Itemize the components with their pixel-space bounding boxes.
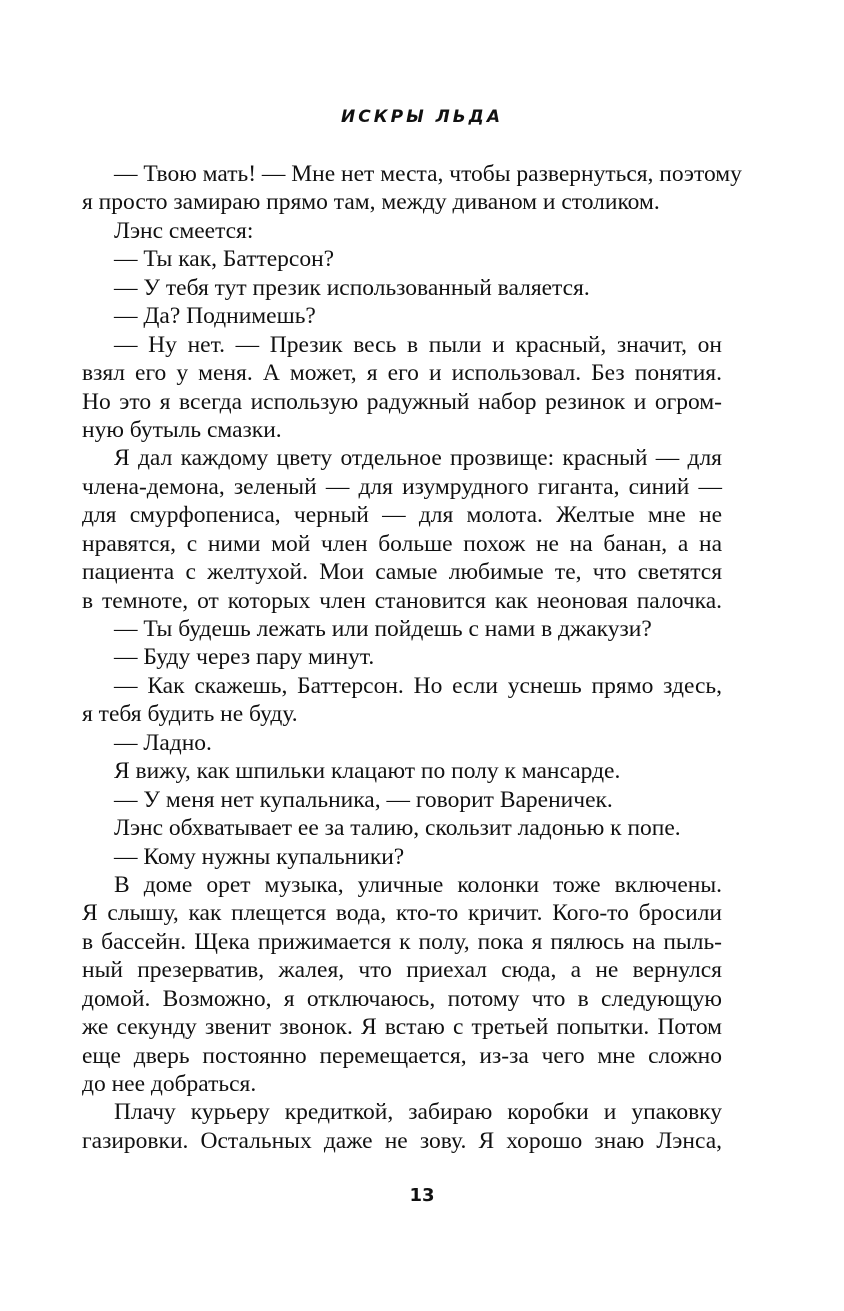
text-line: до нее добраться.	[82, 1071, 257, 1097]
text-line: ную бутыль смазки.	[82, 416, 282, 443]
text-line: же секунду звенит звонок. Я встаю с третьей попытки. Потом	[82, 1014, 722, 1041]
text-line: пациента с желтухой. Мои самые любимые те, что светятся	[82, 559, 722, 586]
text-line: домой. Возможно, я отключаюсь, потому что в следующую	[82, 985, 722, 1012]
text-line: Я дал каждому цвету отдельное прозвище: красный — для	[114, 445, 722, 472]
text-line: — Ты будешь лежать или пойдешь с нами в джакузи?	[114, 616, 652, 642]
text-line: Лэнс смеется:	[114, 217, 254, 244]
text-line: я просто замираю прямо там, между диваном и столиком.	[82, 189, 660, 216]
text-line: В доме орет музыка, уличные колонки тоже включены.	[114, 871, 722, 898]
text-line: — Твою мать! — Мне нет места, чтобы развернуться, поэтому	[114, 161, 742, 187]
text-line: для смурфопениса, черный — для молота. Желтые мне не	[82, 502, 722, 529]
text-line: — У меня нет купальника, — говорит Вареничек.	[114, 786, 613, 813]
text-line: Плачу курьеру кредиткой, забираю коробки и упаковку	[114, 1099, 722, 1126]
page-number: 13	[409, 1185, 435, 1206]
text-line: — У тебя тут презик использованный валяется.	[114, 274, 590, 301]
text-line: — Кому нужны купальники?	[114, 843, 405, 870]
text-line: я тебя будить не буду.	[82, 701, 298, 728]
text-line: нравятся, с ними мой член больше похож не на банан, а на	[82, 530, 722, 557]
text-line: газировки. Остальных даже не зову. Я хорошо знаю Лэнса,	[82, 1127, 722, 1154]
text-line: ный презерватив, жалея, что приехал сюда, а не вернулся	[82, 957, 722, 984]
text-line: Я вижу, как шпильки клацают по полу к мансарде.	[114, 758, 621, 785]
body-text	[82, 160, 742, 1155]
text-line: члена-демона, зеленый — для изумрудного гиганта, синий —	[82, 473, 722, 500]
text-line: — Ты как, Баттерсон?	[114, 246, 335, 273]
text-line: в темноте, от которых член становится как неоновая палочка.	[82, 587, 722, 614]
text-line: Но это я всегда использую радужный набор резинок и огром-	[82, 388, 722, 415]
text-line: Лэнс обхватывает ее за талию, скользит ладонью к попе.	[114, 815, 681, 842]
text-line: Я слышу, как плещется вода, кто-то кричит. Кого-то бросили	[82, 900, 722, 927]
text-line: в бассейн. Щека прижимается к полу, пока я пялюсь на пыль-	[82, 928, 722, 955]
running-title: ИСКРЫ ЛЬДА	[341, 107, 503, 127]
text-line: — Как скажешь, Баттерсон. Но если уснешь прямо здесь,	[114, 672, 722, 699]
text-line: — Да? Поднимешь?	[114, 303, 316, 330]
text-line: — Ладно.	[114, 729, 212, 756]
text-line: еще дверь постоянно перемещается, из-за чего мне сложно	[82, 1042, 722, 1069]
text-line: взял его у меня. А может, я его и использовал. Без понятия.	[82, 360, 722, 387]
text-line: — Буду через пару минут.	[114, 644, 375, 671]
text-line: — Ну нет. — Презик весь в пыли и красный, значит, он	[114, 331, 722, 358]
